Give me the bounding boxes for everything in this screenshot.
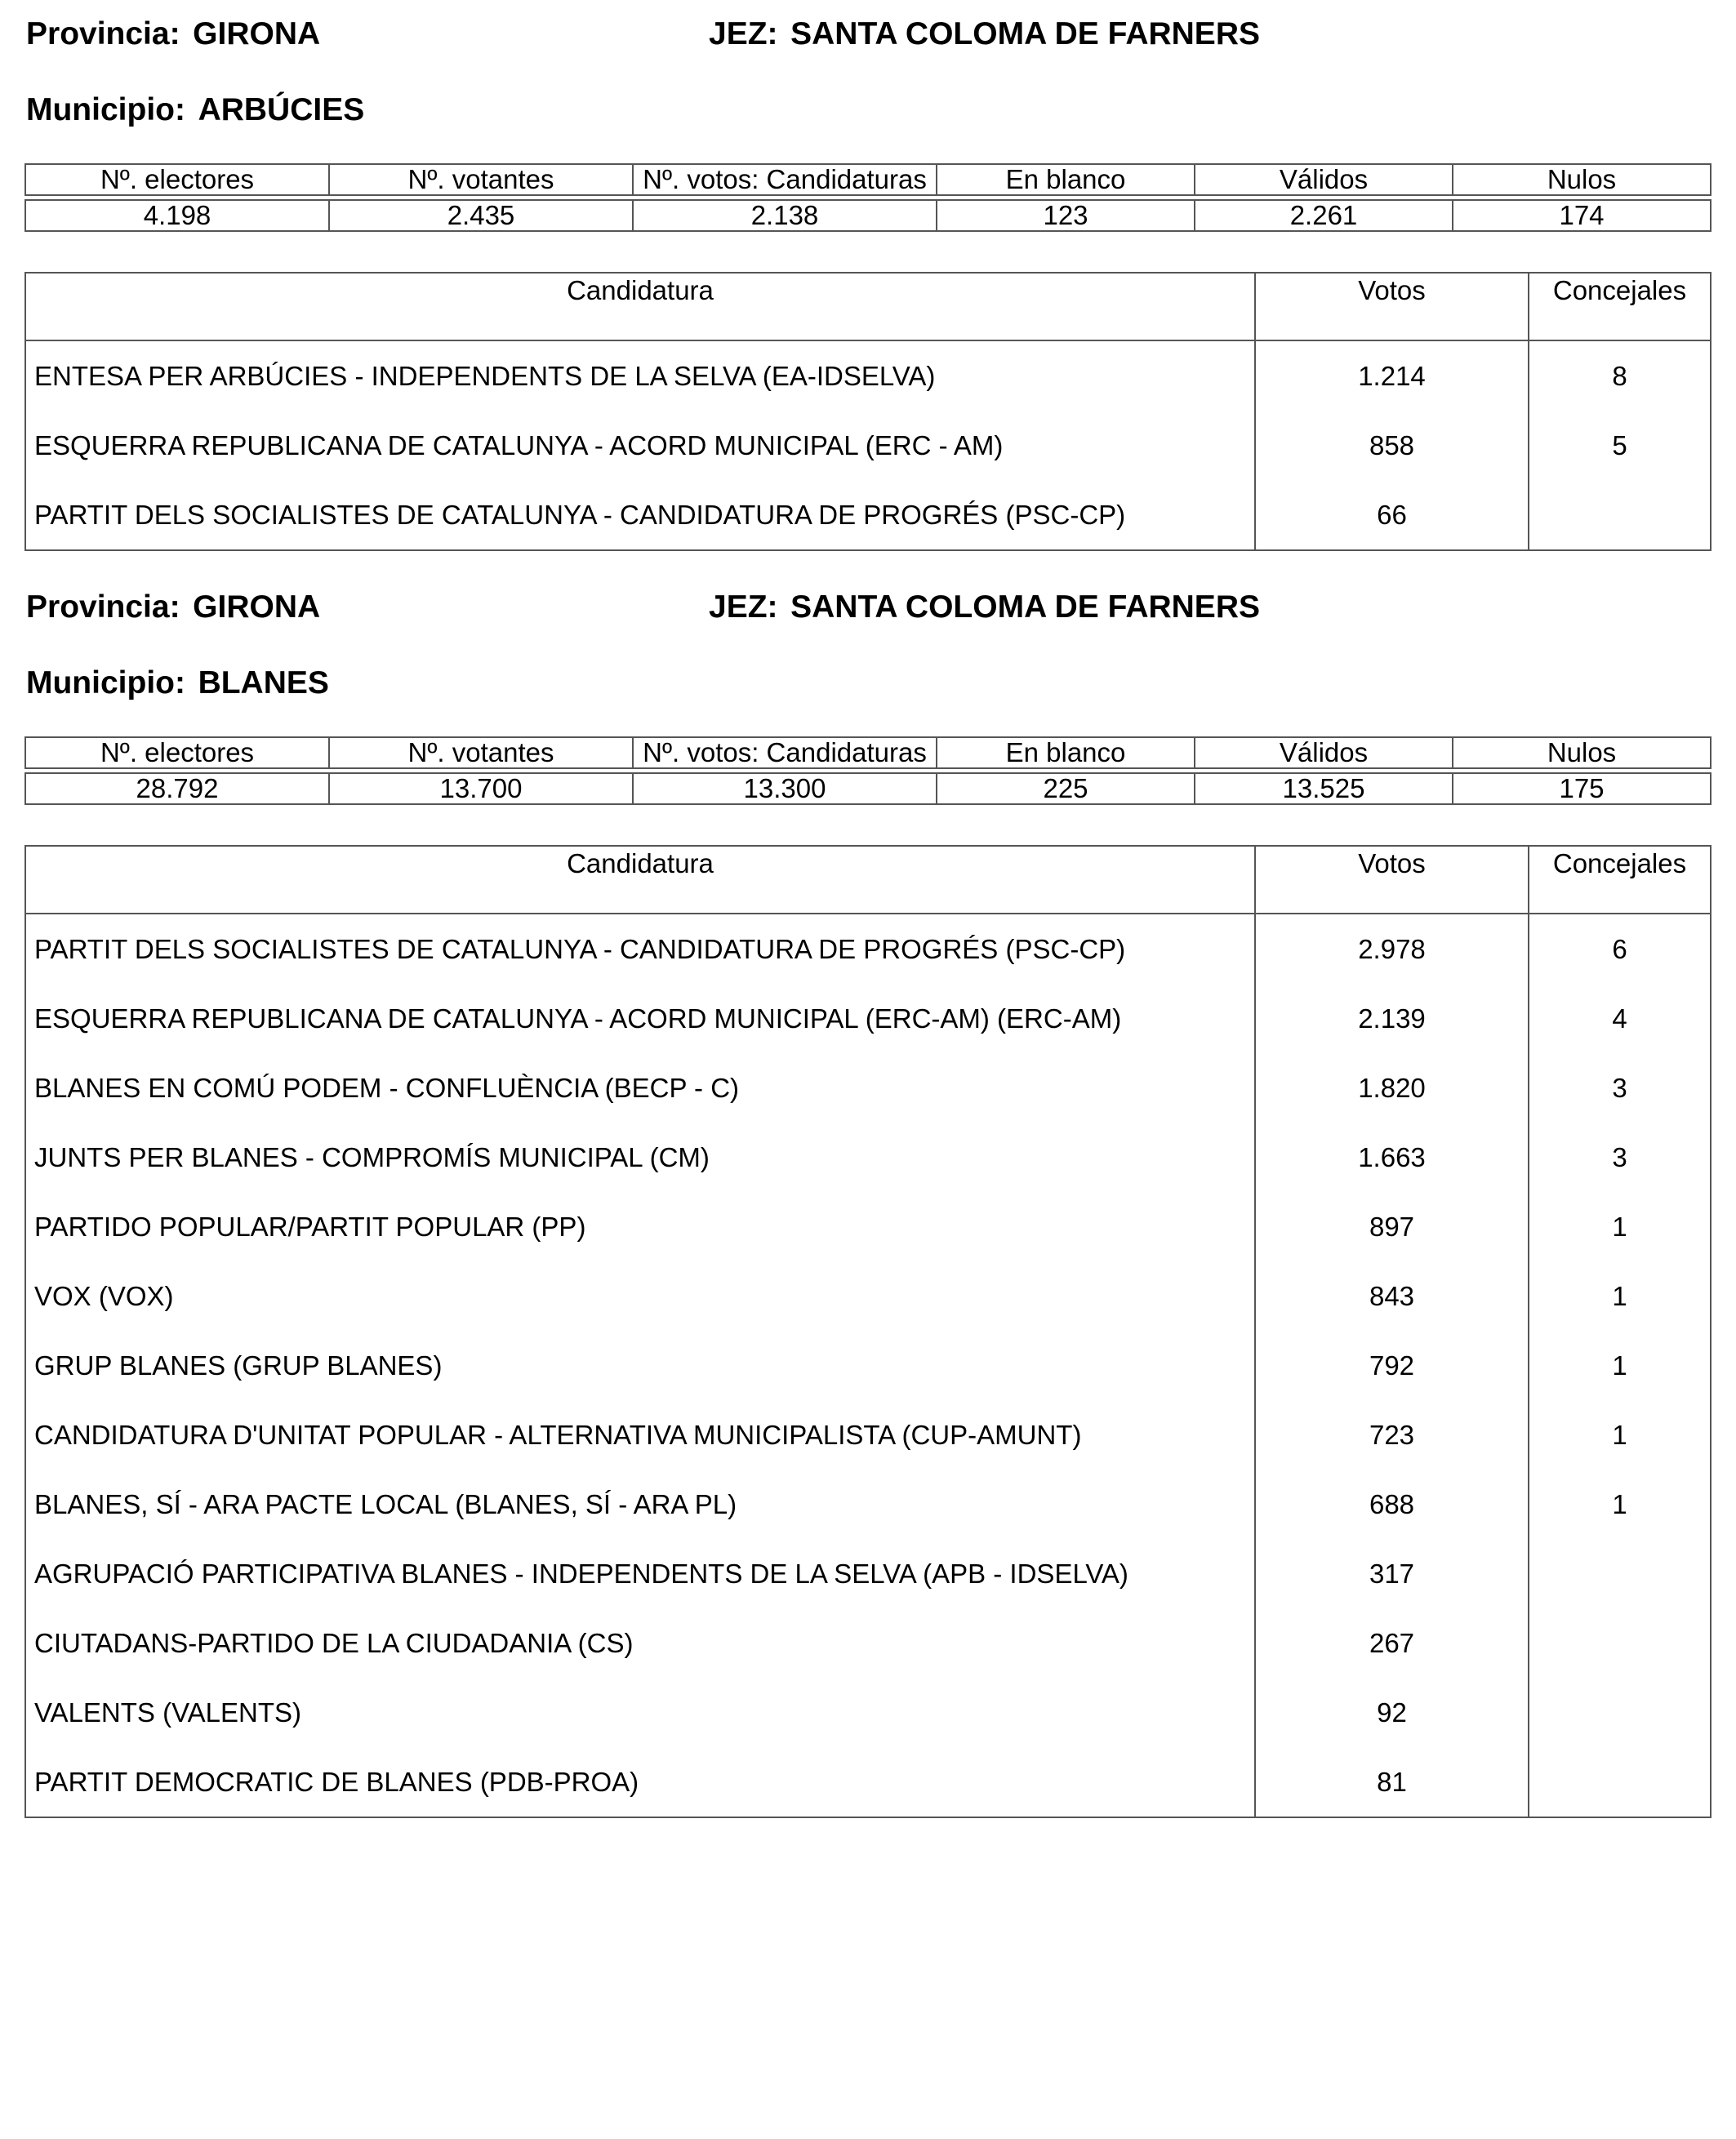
summary-header-row [25, 164, 1711, 195]
table-row [25, 1053, 1711, 1123]
header-concejales: Concejales [1529, 846, 1711, 914]
candidate-votes: 858 [1255, 411, 1529, 480]
provincia-label: Provincia: [26, 589, 180, 625]
municipio-label: Municipio: [26, 665, 185, 700]
summary-table [24, 163, 1712, 232]
summary-value-nulos: 174 [1453, 200, 1711, 231]
summary-value-votantes: 13.700 [329, 773, 633, 804]
table-row [25, 1400, 1711, 1470]
municipio-value: ARBÚCIES [198, 92, 365, 127]
candidate-name: PARTIT DELS SOCIALISTES DE CATALUNYA - CANDIDATURA DE PROGRÉS (PSC-CP) [25, 480, 1255, 550]
provincia-value: GIRONA [193, 16, 321, 51]
candidate-seats: 3 [1529, 1053, 1711, 1123]
candidate-votes: 843 [1255, 1261, 1529, 1331]
candidate-seats: 5 [1529, 411, 1711, 480]
summary-header-nulos: Nulos [1453, 164, 1711, 195]
candidate-votes: 1.663 [1255, 1123, 1529, 1192]
header-votos: Votos [1255, 273, 1529, 340]
summary-header-electores: Nº. electores [25, 164, 329, 195]
table-row [25, 1747, 1711, 1817]
candidate-name: VALENTS (VALENTS) [25, 1678, 1255, 1747]
jez-label: JEZ: [709, 589, 778, 625]
candidate-votes: 1.820 [1255, 1053, 1529, 1123]
table-row [25, 1261, 1711, 1331]
candidate-seats: 1 [1529, 1261, 1711, 1331]
candidate-votes: 1.214 [1255, 340, 1529, 411]
candidate-seats: 1 [1529, 1192, 1711, 1261]
candidate-votes: 317 [1255, 1539, 1529, 1608]
candidate-seats: 1 [1529, 1331, 1711, 1400]
summary-value-votantes: 2.435 [329, 200, 633, 231]
header-concejales: Concejales [1529, 273, 1711, 340]
summary-header-electores: Nº. electores [25, 737, 329, 768]
provincia-value: GIRONA [193, 589, 321, 625]
table-row [25, 1470, 1711, 1539]
candidate-seats [1529, 1539, 1711, 1608]
candidate-seats: 3 [1529, 1123, 1711, 1192]
candidate-seats [1529, 1747, 1711, 1817]
table-row [25, 984, 1711, 1053]
summary-header-en-blanco: En blanco [937, 737, 1195, 768]
table-row [25, 1192, 1711, 1261]
summary-value-validos: 13.525 [1195, 773, 1453, 804]
summary-value-electores: 4.198 [25, 200, 329, 231]
summary-header-votantes: Nº. votantes [329, 164, 633, 195]
summary-value-electores: 28.792 [25, 773, 329, 804]
candidate-name: AGRUPACIÓ PARTICIPATIVA BLANES - INDEPENDENTS DE LA SELVA (APB - IDSELVA) [25, 1539, 1255, 1608]
table-row [25, 480, 1711, 550]
summary-header-validos: Válidos [1195, 164, 1453, 195]
candidate-votes: 2.978 [1255, 914, 1529, 984]
summary-header-nulos: Nulos [1453, 737, 1711, 768]
candidates-table [24, 845, 1712, 1818]
candidate-name: CANDIDATURA D'UNITAT POPULAR - ALTERNATIVA MUNICIPALISTA (CUP-AMUNT) [25, 1400, 1255, 1470]
section-header [24, 0, 1710, 155]
municipio-heading [26, 665, 329, 701]
jez-value: SANTA COLOMA DE FARNERS [790, 16, 1260, 51]
table-row [25, 340, 1711, 411]
table-row [25, 1608, 1711, 1678]
jez-heading [709, 16, 1260, 52]
municipality-section-arbucies [24, 0, 1710, 530]
candidates-header-row [25, 273, 1711, 340]
summary-value-validos: 2.261 [1195, 200, 1453, 231]
table-row [25, 1539, 1711, 1608]
candidate-votes: 81 [1255, 1747, 1529, 1817]
candidate-name: ENTESA PER ARBÚCIES - INDEPENDENTS DE LA SELVA (EA-IDSELVA) [25, 340, 1255, 411]
summary-value-row [25, 773, 1711, 804]
candidate-name: ESQUERRA REPUBLICANA DE CATALUNYA - ACORD MUNICIPAL (ERC - AM) [25, 411, 1255, 480]
provincia-heading [26, 16, 320, 52]
municipality-section-blanes [24, 573, 1710, 1797]
candidate-seats [1529, 1678, 1711, 1747]
candidate-name: PARTIDO POPULAR/PARTIT POPULAR (PP) [25, 1192, 1255, 1261]
candidate-votes: 92 [1255, 1678, 1529, 1747]
header-candidatura: Candidatura [25, 273, 1255, 340]
candidate-seats: 6 [1529, 914, 1711, 984]
header-votos: Votos [1255, 846, 1529, 914]
candidates-header-row [25, 846, 1711, 914]
table-row [25, 914, 1711, 984]
candidate-name: CIUTADANS-PARTIDO DE LA CIUDADANIA (CS) [25, 1608, 1255, 1678]
table-row [25, 1331, 1711, 1400]
provincia-label: Provincia: [26, 16, 180, 51]
table-row [25, 411, 1711, 480]
municipio-value: BLANES [198, 665, 329, 700]
summary-value-nulos: 175 [1453, 773, 1711, 804]
candidate-name: VOX (VOX) [25, 1261, 1255, 1331]
summary-value-votos-candidaturas: 2.138 [633, 200, 937, 231]
candidate-votes: 792 [1255, 1331, 1529, 1400]
candidate-seats: 4 [1529, 984, 1711, 1053]
summary-header-validos: Válidos [1195, 737, 1453, 768]
summary-header-votos-candidaturas: Nº. votos: Candidaturas [633, 737, 937, 768]
candidate-seats [1529, 1608, 1711, 1678]
candidate-votes: 723 [1255, 1400, 1529, 1470]
candidate-votes: 66 [1255, 480, 1529, 550]
candidate-votes: 688 [1255, 1470, 1529, 1539]
candidate-name: ESQUERRA REPUBLICANA DE CATALUNYA - ACORD MUNICIPAL (ERC-AM) (ERC-AM) [25, 984, 1255, 1053]
summary-header-votantes: Nº. votantes [329, 737, 633, 768]
candidate-seats: 1 [1529, 1400, 1711, 1470]
candidate-votes: 2.139 [1255, 984, 1529, 1053]
table-row [25, 1123, 1711, 1192]
jez-label: JEZ: [709, 16, 778, 51]
summary-value-en-blanco: 225 [937, 773, 1195, 804]
candidate-name: JUNTS PER BLANES - COMPROMÍS MUNICIPAL (CM) [25, 1123, 1255, 1192]
candidate-name: BLANES, SÍ - ARA PACTE LOCAL (BLANES, SÍ - ARA PL) [25, 1470, 1255, 1539]
candidate-name: BLANES EN COMÚ PODEM - CONFLUÈNCIA (BECP - C) [25, 1053, 1255, 1123]
table-row [25, 1678, 1711, 1747]
candidates-table [24, 272, 1712, 551]
section-header [24, 573, 1710, 728]
candidate-votes: 897 [1255, 1192, 1529, 1261]
municipio-heading [26, 92, 364, 128]
candidate-seats [1529, 480, 1711, 550]
candidate-name: PARTIT DEMOCRATIC DE BLANES (PDB-PROA) [25, 1747, 1255, 1817]
jez-heading [709, 589, 1260, 625]
candidate-votes: 267 [1255, 1608, 1529, 1678]
summary-value-row [25, 200, 1711, 231]
candidate-seats: 8 [1529, 340, 1711, 411]
candidate-name: PARTIT DELS SOCIALISTES DE CATALUNYA - CANDIDATURA DE PROGRÉS (PSC-CP) [25, 914, 1255, 984]
header-candidatura: Candidatura [25, 846, 1255, 914]
candidate-seats: 1 [1529, 1470, 1711, 1539]
municipio-label: Municipio: [26, 92, 185, 127]
candidate-name: GRUP BLANES (GRUP BLANES) [25, 1331, 1255, 1400]
summary-header-votos-candidaturas: Nº. votos: Candidaturas [633, 164, 937, 195]
provincia-heading [26, 589, 320, 625]
summary-value-votos-candidaturas: 13.300 [633, 773, 937, 804]
jez-value: SANTA COLOMA DE FARNERS [790, 589, 1260, 625]
summary-header-row [25, 737, 1711, 768]
summary-table [24, 736, 1712, 805]
summary-header-en-blanco: En blanco [937, 164, 1195, 195]
summary-value-en-blanco: 123 [937, 200, 1195, 231]
